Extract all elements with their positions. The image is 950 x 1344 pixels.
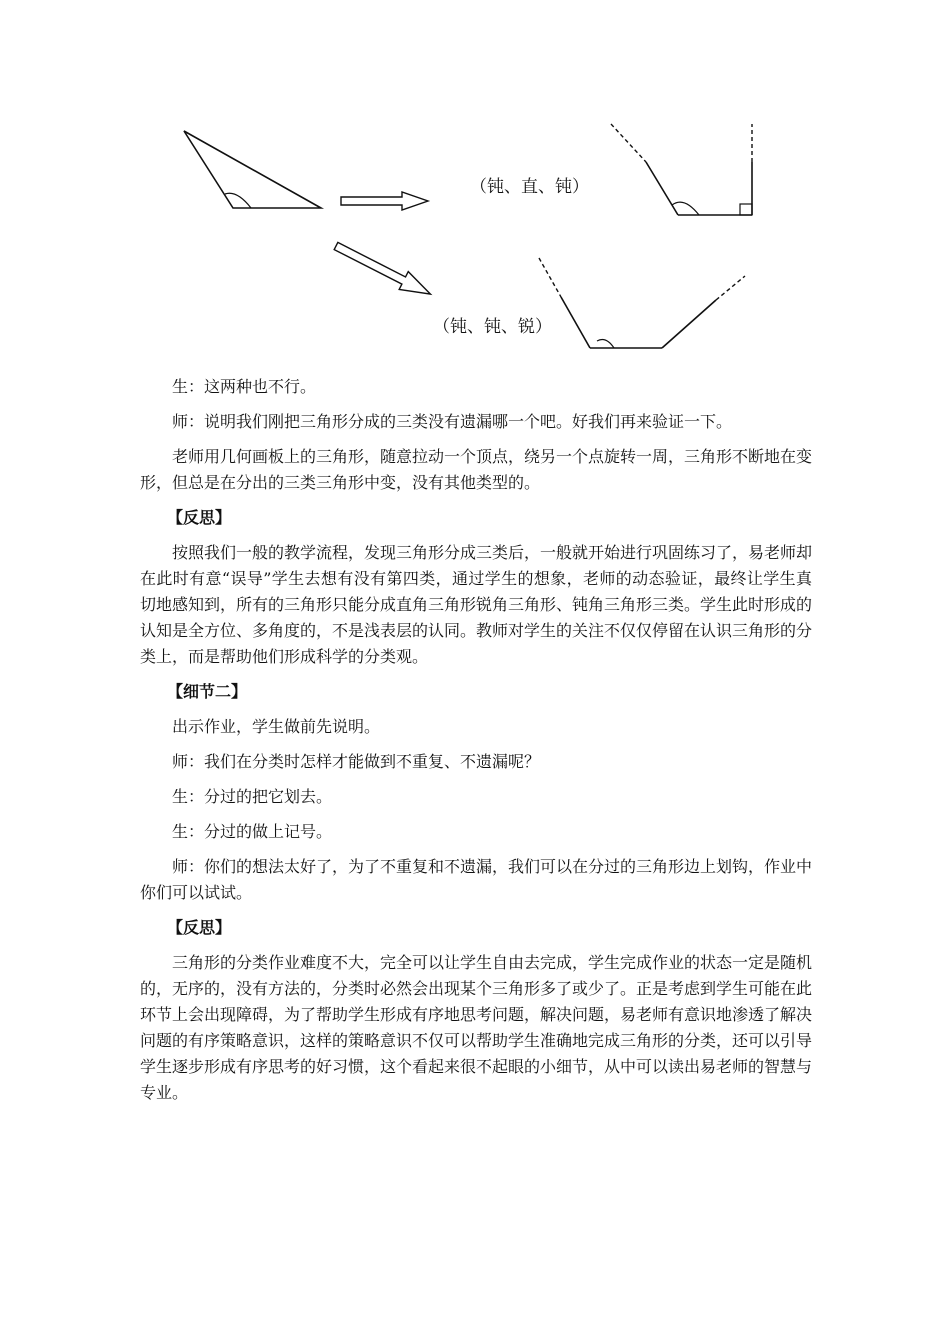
- paragraph: 师：说明我们刚把三角形分成的三类没有遗漏哪一个吧。好我们再来验证一下。: [172, 412, 733, 431]
- paragraph: 出示作业，学生做前先说明。: [172, 717, 381, 736]
- paragraph: 生：这两种也不行。: [172, 377, 317, 396]
- document-body: [140, 374, 812, 1115]
- obtuse-triangle: [184, 131, 321, 208]
- left-side-2: [561, 297, 590, 348]
- section-heading: 【反思】: [167, 508, 232, 527]
- obtuse-angle-arc-3: [597, 340, 614, 348]
- dashed-left-line-2: [539, 258, 561, 297]
- dashed-left-line: [611, 124, 646, 162]
- section-heading: 【细节二】: [167, 682, 248, 701]
- arrow-diagonal: [331, 237, 435, 303]
- paragraph: 按照我们一般的教学流程，发现三角形分成三类后，一般就开始进行巩固练习了，易老师却在此时有意“误导”学生去想有没有第四类，通过学生的想象，老师的动态验证，最终让学生真切地感知到，所有的三角形只能分成直角三角形锐角三角形、钝角三角形三类。学生此时形成的认知是全方位、多角度的，不是浅表层的认同。教师对学生的关注不仅仅停留在认识三角形的分类上，而是帮助他们形成科学的分类观。: [140, 543, 813, 666]
- paragraph: 老师用几何画板上的三角形，随意拉动一个顶点，绕另一个点旋转一周，三角形不断地在变形，但总是在分出的三类三角形中变，没有其他类型的。: [140, 447, 813, 492]
- left-side: [646, 162, 678, 215]
- paragraph: 师：我们在分类时怎样才能做到不重复、不遗漏呢？: [172, 752, 541, 771]
- paragraph: 三角形的分类作业难度不大，完全可以让学生自由去完成，学生完成作业的状态一定是随机的，无序的，没有方法的，分类时必然会出现某个三角形多了或少了。正是考虑到学生可能在此环节上会出现障碍，为了帮助学生形成有序地思考问题，解决问题，易老师有意识地渗透了解决问题的有序策略意识，这样的策略意识不仅可以帮助学生准确地完成三角形的分类，还可以引导学生逐步形成有序思考的好习惯，这个看起来很不起眼的小细节，从中可以读出易老师的智慧与专业。: [140, 953, 813, 1102]
- arrow-right: [341, 192, 428, 210]
- dashed-right-line-2: [716, 276, 745, 300]
- paragraph: 生：分过的做上记号。: [172, 822, 333, 841]
- paragraph: 生：分过的把它划去。: [172, 787, 333, 806]
- triangle-figure: [0, 0, 950, 370]
- label-obtuse-obtuse-acute: （钝、钝、锐）: [433, 317, 552, 337]
- right-side-2: [662, 300, 716, 348]
- right-angle-mark: [740, 204, 752, 215]
- paragraph: 师：你们的想法太好了，为了不重复和不遗漏，我们可以在分过的三角形边上划钩，作业中你们可以试试。: [140, 857, 813, 902]
- label-obtuse-right-obtuse: （钝、直、钝）: [470, 177, 589, 197]
- section-heading: 【反思】: [167, 918, 232, 937]
